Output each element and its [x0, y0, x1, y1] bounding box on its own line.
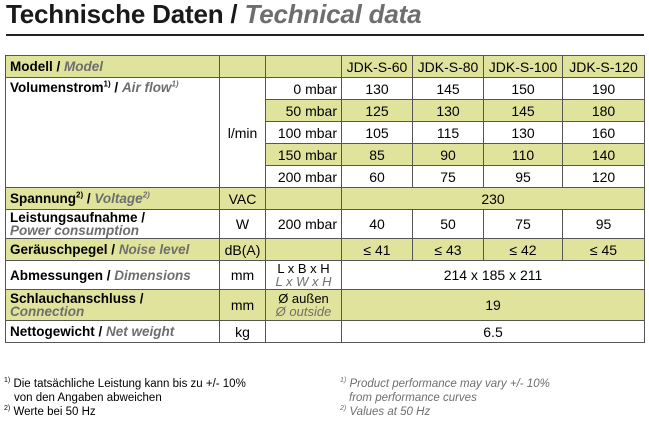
- footnote-en-1-cont: from performance curves: [349, 392, 477, 404]
- value-cell: 110: [484, 144, 563, 166]
- weight-label-en: Net weight: [106, 324, 175, 339]
- dimensions-cond-cell: [266, 261, 342, 290]
- noise-label-de: Geräuschpegel /: [10, 242, 116, 257]
- noise-unit: dB(A): [220, 239, 266, 261]
- airflow-footnote-mark-en: 1): [171, 79, 179, 89]
- model-header: JDK-S-60: [342, 56, 413, 78]
- table-row: [6, 321, 645, 343]
- power-unit: W: [220, 210, 266, 239]
- hose-cond-en: Ø outside: [275, 304, 332, 319]
- value-cell: 105: [342, 122, 413, 144]
- header-label-cell: [6, 56, 220, 78]
- value-cell: 95: [563, 210, 645, 239]
- value-cell: ≤ 41: [342, 239, 413, 261]
- hose-label-de: Schlauchanschluss /: [10, 291, 144, 306]
- value-cell: 160: [563, 122, 645, 144]
- model-header: JDK-S-120: [563, 56, 645, 78]
- title-slash: /: [230, 0, 238, 29]
- dimensions-label-en: Dimensions: [114, 267, 191, 283]
- model-header: JDK-S-80: [413, 56, 484, 78]
- dimensions-unit: mm: [220, 261, 266, 290]
- value-cell: 40: [342, 210, 413, 239]
- footnote-text: Werte bei 50 Hz: [13, 406, 96, 418]
- header-label-de: Modell /: [10, 59, 61, 74]
- value-cell: 115: [413, 122, 484, 144]
- technical-data-table: [5, 55, 645, 343]
- page-title: [6, 0, 421, 30]
- value-cell: 60: [342, 166, 413, 188]
- value-cell: 90: [413, 144, 484, 166]
- footnote-mark: 2): [4, 405, 11, 413]
- dimensions-value: 214 x 185 x 211: [342, 261, 645, 290]
- footnote-text: Product performance may vary +/- 10%: [349, 378, 550, 390]
- value-cell: 125: [342, 100, 413, 122]
- title-german: Technische Daten: [6, 0, 224, 29]
- power-label-de: Leistungsaufnahme /: [10, 210, 146, 225]
- footnote-en-1: [340, 377, 550, 391]
- airflow-label-de: Volumenstrom: [10, 80, 104, 95]
- footnote-mark: 2): [340, 405, 347, 413]
- airflow-slash: /: [114, 80, 119, 95]
- hose-cond-cell: [266, 290, 342, 321]
- table-row: [6, 290, 645, 321]
- table-row: [6, 188, 645, 210]
- pressure-cell: 100 mbar: [266, 122, 342, 144]
- voltage-unit: VAC: [220, 188, 266, 210]
- power-cond: 200 mbar: [266, 210, 342, 239]
- voltage-label-de: Spannung: [10, 191, 76, 206]
- table-row: [6, 261, 645, 290]
- dimensions-label-cell: [6, 261, 220, 290]
- model-header: JDK-S-100: [484, 56, 563, 78]
- voltage-value: 230: [342, 188, 645, 210]
- value-cell: 180: [563, 100, 645, 122]
- table-row: [6, 239, 645, 261]
- footnote-de-2: [4, 405, 96, 419]
- weight-label-de: Nettogewicht /: [10, 324, 103, 339]
- dimensions-cond-de: L x B x H: [277, 261, 330, 276]
- weight-unit: kg: [220, 321, 266, 343]
- value-cell: 140: [563, 144, 645, 166]
- header-cond-cell: [266, 56, 342, 78]
- voltage-footnote-mark: 2): [76, 190, 84, 200]
- pressure-cell: 0 mbar: [266, 78, 342, 100]
- footnote-de-1-cont: von den Angaben abweichen: [14, 392, 162, 404]
- value-cell: 145: [413, 78, 484, 100]
- hose-value: 19: [342, 290, 645, 321]
- footnote-text: Values at 50 Hz: [349, 406, 431, 418]
- hose-unit: mm: [220, 290, 266, 321]
- value-cell: 85: [342, 144, 413, 166]
- dimensions-cond-en: L x W x H: [275, 274, 332, 289]
- footnote-text: Die tatsächliche Leistung kann bis zu +/- 10%: [13, 378, 246, 390]
- title-english: Technical data: [244, 0, 422, 29]
- noise-cond-cell: [266, 239, 342, 261]
- pressure-cell: 50 mbar: [266, 100, 342, 122]
- dimensions-label-de: Abmessungen /: [10, 267, 111, 283]
- weight-cond-cell: [266, 321, 342, 343]
- weight-value: 6.5: [342, 321, 645, 343]
- airflow-label-cell: [6, 78, 220, 188]
- value-cell: 75: [484, 210, 563, 239]
- hose-label-en: Connection: [10, 304, 85, 319]
- voltage-slash: /: [86, 191, 91, 206]
- value-cell: 75: [413, 166, 484, 188]
- voltage-label-en: Voltage: [94, 191, 143, 206]
- footnote-en-2: [340, 405, 430, 419]
- pressure-cell: 150 mbar: [266, 144, 342, 166]
- noise-label-cell: [6, 239, 220, 261]
- value-cell: 120: [563, 166, 645, 188]
- value-cell: 50: [413, 210, 484, 239]
- footnote-de-1: [4, 377, 246, 391]
- value-cell: 130: [413, 100, 484, 122]
- hose-cond-de: Ø außen: [278, 291, 329, 306]
- value-cell: 130: [342, 78, 413, 100]
- voltage-footnote-mark-en: 2): [142, 190, 150, 200]
- hose-label-cell: [6, 290, 220, 321]
- airflow-footnote-mark: 1): [103, 79, 111, 89]
- value-cell: ≤ 45: [563, 239, 645, 261]
- power-label-en: Power consumption: [10, 223, 140, 238]
- value-cell: 130: [484, 122, 563, 144]
- weight-label-cell: [6, 321, 220, 343]
- footnote-mark: 1): [340, 377, 347, 385]
- pressure-cell: 200 mbar: [266, 166, 342, 188]
- value-cell: 145: [484, 100, 563, 122]
- table-row: [6, 78, 645, 100]
- airflow-unit: l/min: [220, 78, 266, 188]
- value-cell: ≤ 42: [484, 239, 563, 261]
- value-cell: 95: [484, 166, 563, 188]
- header-unit-cell: [220, 56, 266, 78]
- voltage-cond-cell: [266, 188, 342, 210]
- voltage-label-cell: [6, 188, 220, 210]
- table-row: [6, 210, 645, 239]
- header-label-en: Model: [64, 59, 104, 74]
- power-label-cell: [6, 210, 220, 239]
- value-cell: 190: [563, 78, 645, 100]
- value-cell: 150: [484, 78, 563, 100]
- noise-label-en: Noise level: [118, 242, 190, 257]
- footnote-mark: 1): [4, 377, 11, 385]
- table-header-row: [6, 56, 645, 78]
- airflow-label-en: Air flow: [121, 80, 172, 95]
- title-rule: [6, 34, 644, 36]
- value-cell: ≤ 43: [413, 239, 484, 261]
